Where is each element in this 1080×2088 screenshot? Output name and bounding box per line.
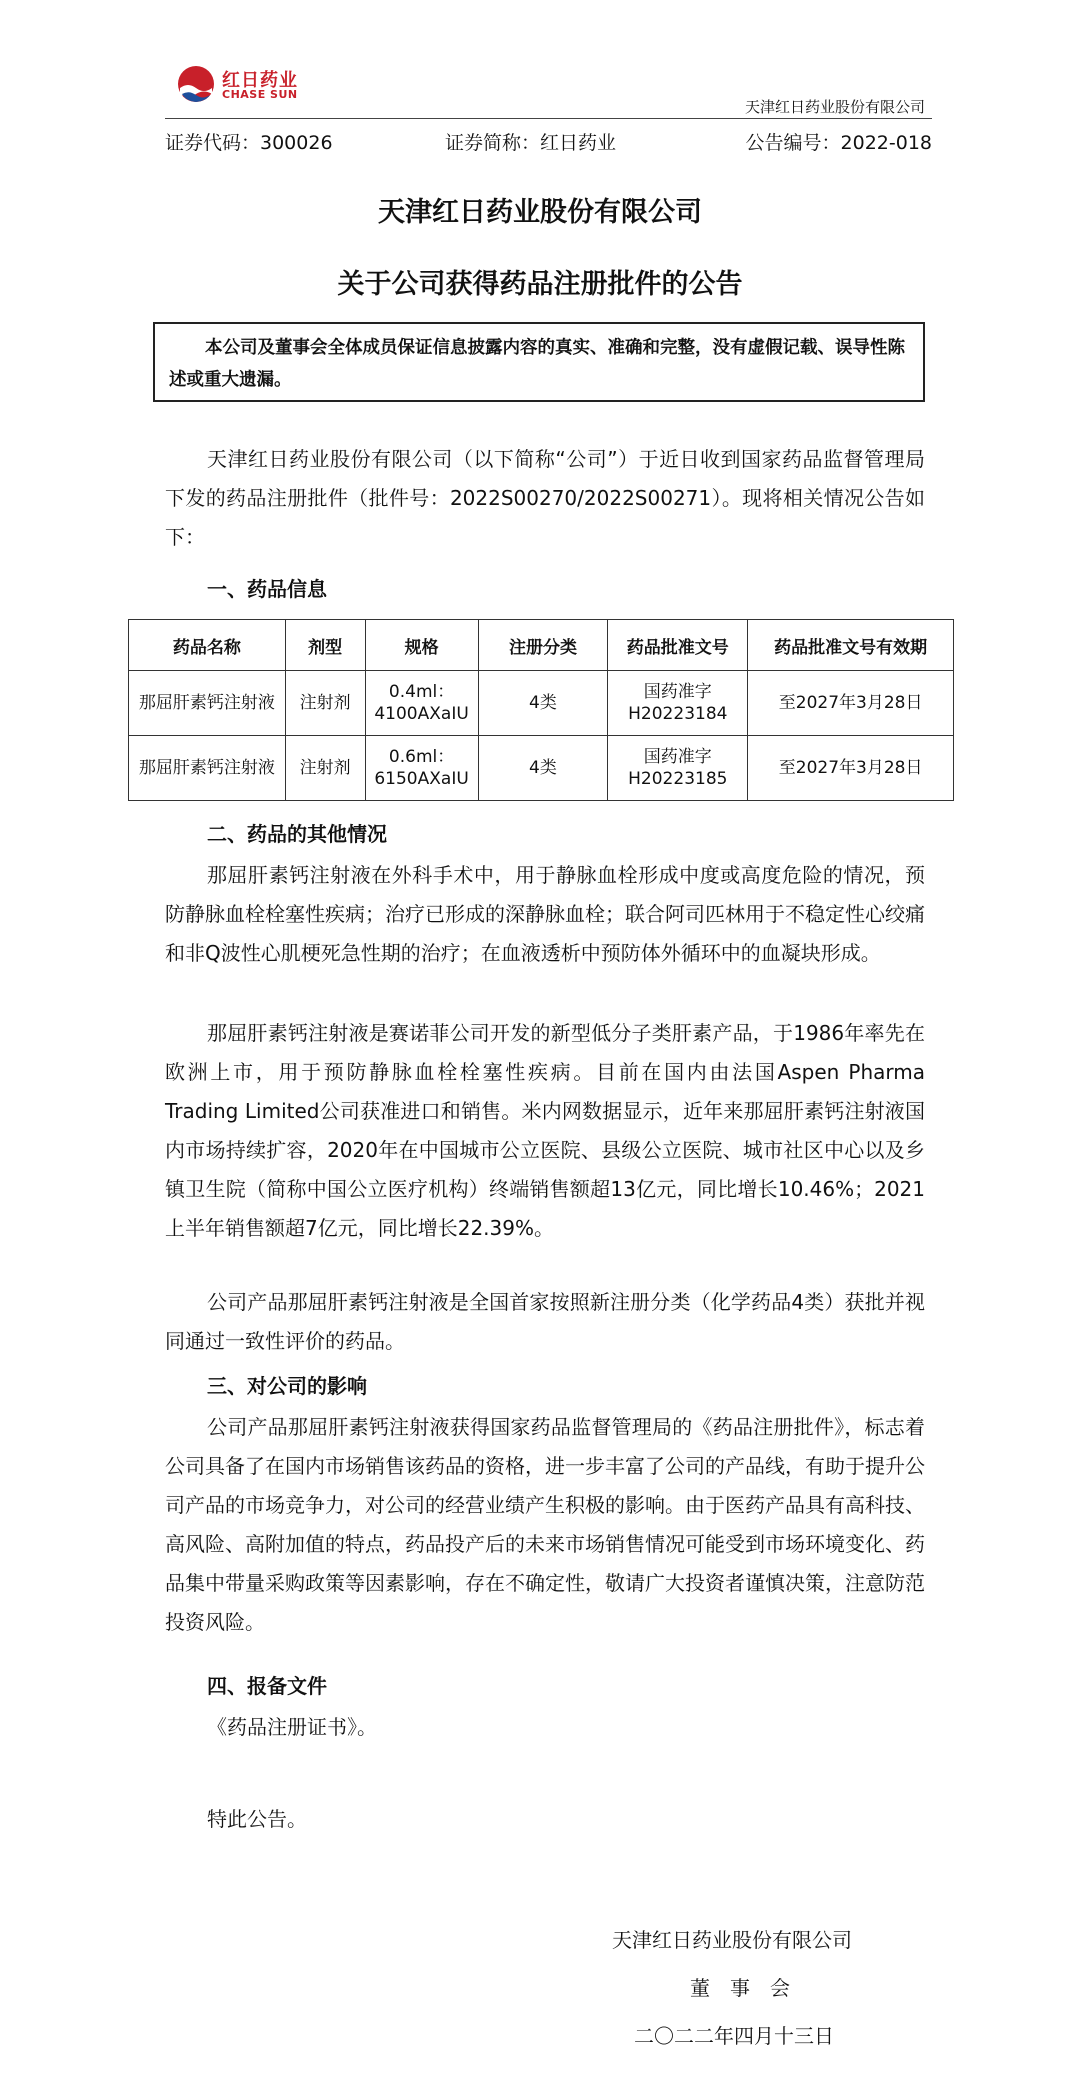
table-header-cell: 注册分类 xyxy=(478,620,608,671)
section-2-paragraph-2: 那屈肝素钙注射液是赛诺菲公司开发的新型低分子类肝素产品，于1986年率先在欧洲上市，用于预防静脉血栓栓塞性疾病。目前在国内由法国Aspen Pharma Trading Limited公司获准进口和销售。米内网数据显示，近年来那屈肝素钙注射液国内市场持续扩容，2020年在中国城市公立医院、县级公立医院、城市社区中心以及乡镇卫生院（简称中国公立医疗机构）终端销售额超13亿元，同比增长10.46%；2021上半年销售额超7亿元，同比增长22.39%。 xyxy=(165,1021,925,1240)
table-header-cell: 规格 xyxy=(365,620,478,671)
company-title: 天津红日药业股份有限公司 xyxy=(378,197,702,228)
security-info-row xyxy=(165,128,932,158)
dosage-form-cell: 注射剂 xyxy=(285,736,365,801)
section-4-paragraph: 《药品注册证书》。 xyxy=(207,1715,377,1739)
validity-cell: 至2027年3月28日 xyxy=(748,671,954,736)
signature-board: 董 事 会 xyxy=(690,1976,790,2000)
security-abbreviation: 证券简称：红日药业 xyxy=(445,132,617,154)
drug-info-table xyxy=(128,619,954,801)
drug-name-cell: 那屈肝素钙注射液 xyxy=(129,736,286,801)
table-header-cell: 剂型 xyxy=(285,620,365,671)
approval-number-cell: 国药准字H20223184 xyxy=(608,671,748,736)
validity-cell: 至2027年3月28日 xyxy=(748,736,954,801)
section-2-heading: 二、药品的其他情况 xyxy=(207,822,387,846)
approval-number-cell: 国药准字H20223185 xyxy=(608,736,748,801)
logo-chinese-text: 红日药业 xyxy=(222,70,298,91)
intro-paragraph: 天津红日药业股份有限公司（以下简称“公司”）于近日收到国家药品监督管理局下发的药品注册批件（批件号：2022S00270/2022S00271）。现将相关情况公告如下： xyxy=(165,447,925,549)
header-company-name: 天津红日药业股份有限公司 xyxy=(744,98,925,116)
section-4-heading: 四、报备文件 xyxy=(207,1674,327,1698)
section-2-paragraph-1: 那屈肝素钙注射液在外科手术中，用于静脉血栓形成中度或高度危险的情况，预防静脉血栓栓塞性疾病；治疗已形成的深静脉血栓；联合阿司匹林用于不稳定性心绞痛和非Q波性心肌梗死急性期的治疗；在血液透析中预防体外循环中的血凝块形成。 xyxy=(165,863,925,965)
table-header-cell: 药品批准文号 xyxy=(608,620,748,671)
company-logo xyxy=(176,64,316,106)
signature-company: 天津红日药业股份有限公司 xyxy=(612,1928,852,1952)
drug-name-cell: 那屈肝素钙注射液 xyxy=(129,671,286,736)
chase-sun-logo-icon xyxy=(176,64,216,104)
closing-statement: 特此公告。 xyxy=(207,1807,307,1831)
specification-cell: 0.4ml：4100AXaIU xyxy=(365,671,478,736)
table-header-cell: 药品名称 xyxy=(129,620,286,671)
specification-cell: 0.6ml：6150AXaIU xyxy=(365,736,478,801)
announcement-number: 公告编号：2022-018 xyxy=(745,132,932,154)
registration-category-cell: 4类 xyxy=(478,671,608,736)
section-3-paragraph: 公司产品那屈肝素钙注射液获得国家药品监督管理局的《药品注册批件》，标志着公司具备了在国内市场销售该药品的资格，进一步丰富了公司的产品线，有助于提升公司产品的市场竞争力，对公司的经营业绩产生积极的影响。由于医药产品具有高科技、高风险、高附加值的特点，药品投产后的未来市场销售情况可能受到市场环境变化、药品集中带量采购政策等因素影响，存在不确定性，敬请广大投资者谨慎决策，注意防范投资风险。 xyxy=(165,1415,925,1634)
section-2-paragraph-3: 公司产品那屈肝素钙注射液是全国首家按照新注册分类（化学药品4类）获批并视同通过一致性评价的药品。 xyxy=(165,1290,925,1353)
table-row xyxy=(129,736,954,801)
table-row xyxy=(129,671,954,736)
signature-date: 二〇二二年四月十三日 xyxy=(634,2024,834,2048)
logo-english-text: CHASE SUN xyxy=(222,88,298,101)
dosage-form-cell: 注射剂 xyxy=(285,671,365,736)
security-code: 证券代码：300026 xyxy=(165,132,333,154)
registration-category-cell: 4类 xyxy=(478,736,608,801)
disclosure-notice-box: 本公司及董事会全体成员保证信息披露内容的真实、准确和完整，没有虚假记载、误导性陈述或重大遗漏。 xyxy=(153,322,925,402)
section-3-heading: 三、对公司的影响 xyxy=(207,1374,367,1398)
section-1-heading: 一、药品信息 xyxy=(207,577,327,601)
header-divider xyxy=(165,118,932,119)
announcement-title: 关于公司获得药品注册批件的公告 xyxy=(337,269,743,300)
table-header-cell: 药品批准文号有效期 xyxy=(748,620,954,671)
table-header-row xyxy=(129,620,954,671)
